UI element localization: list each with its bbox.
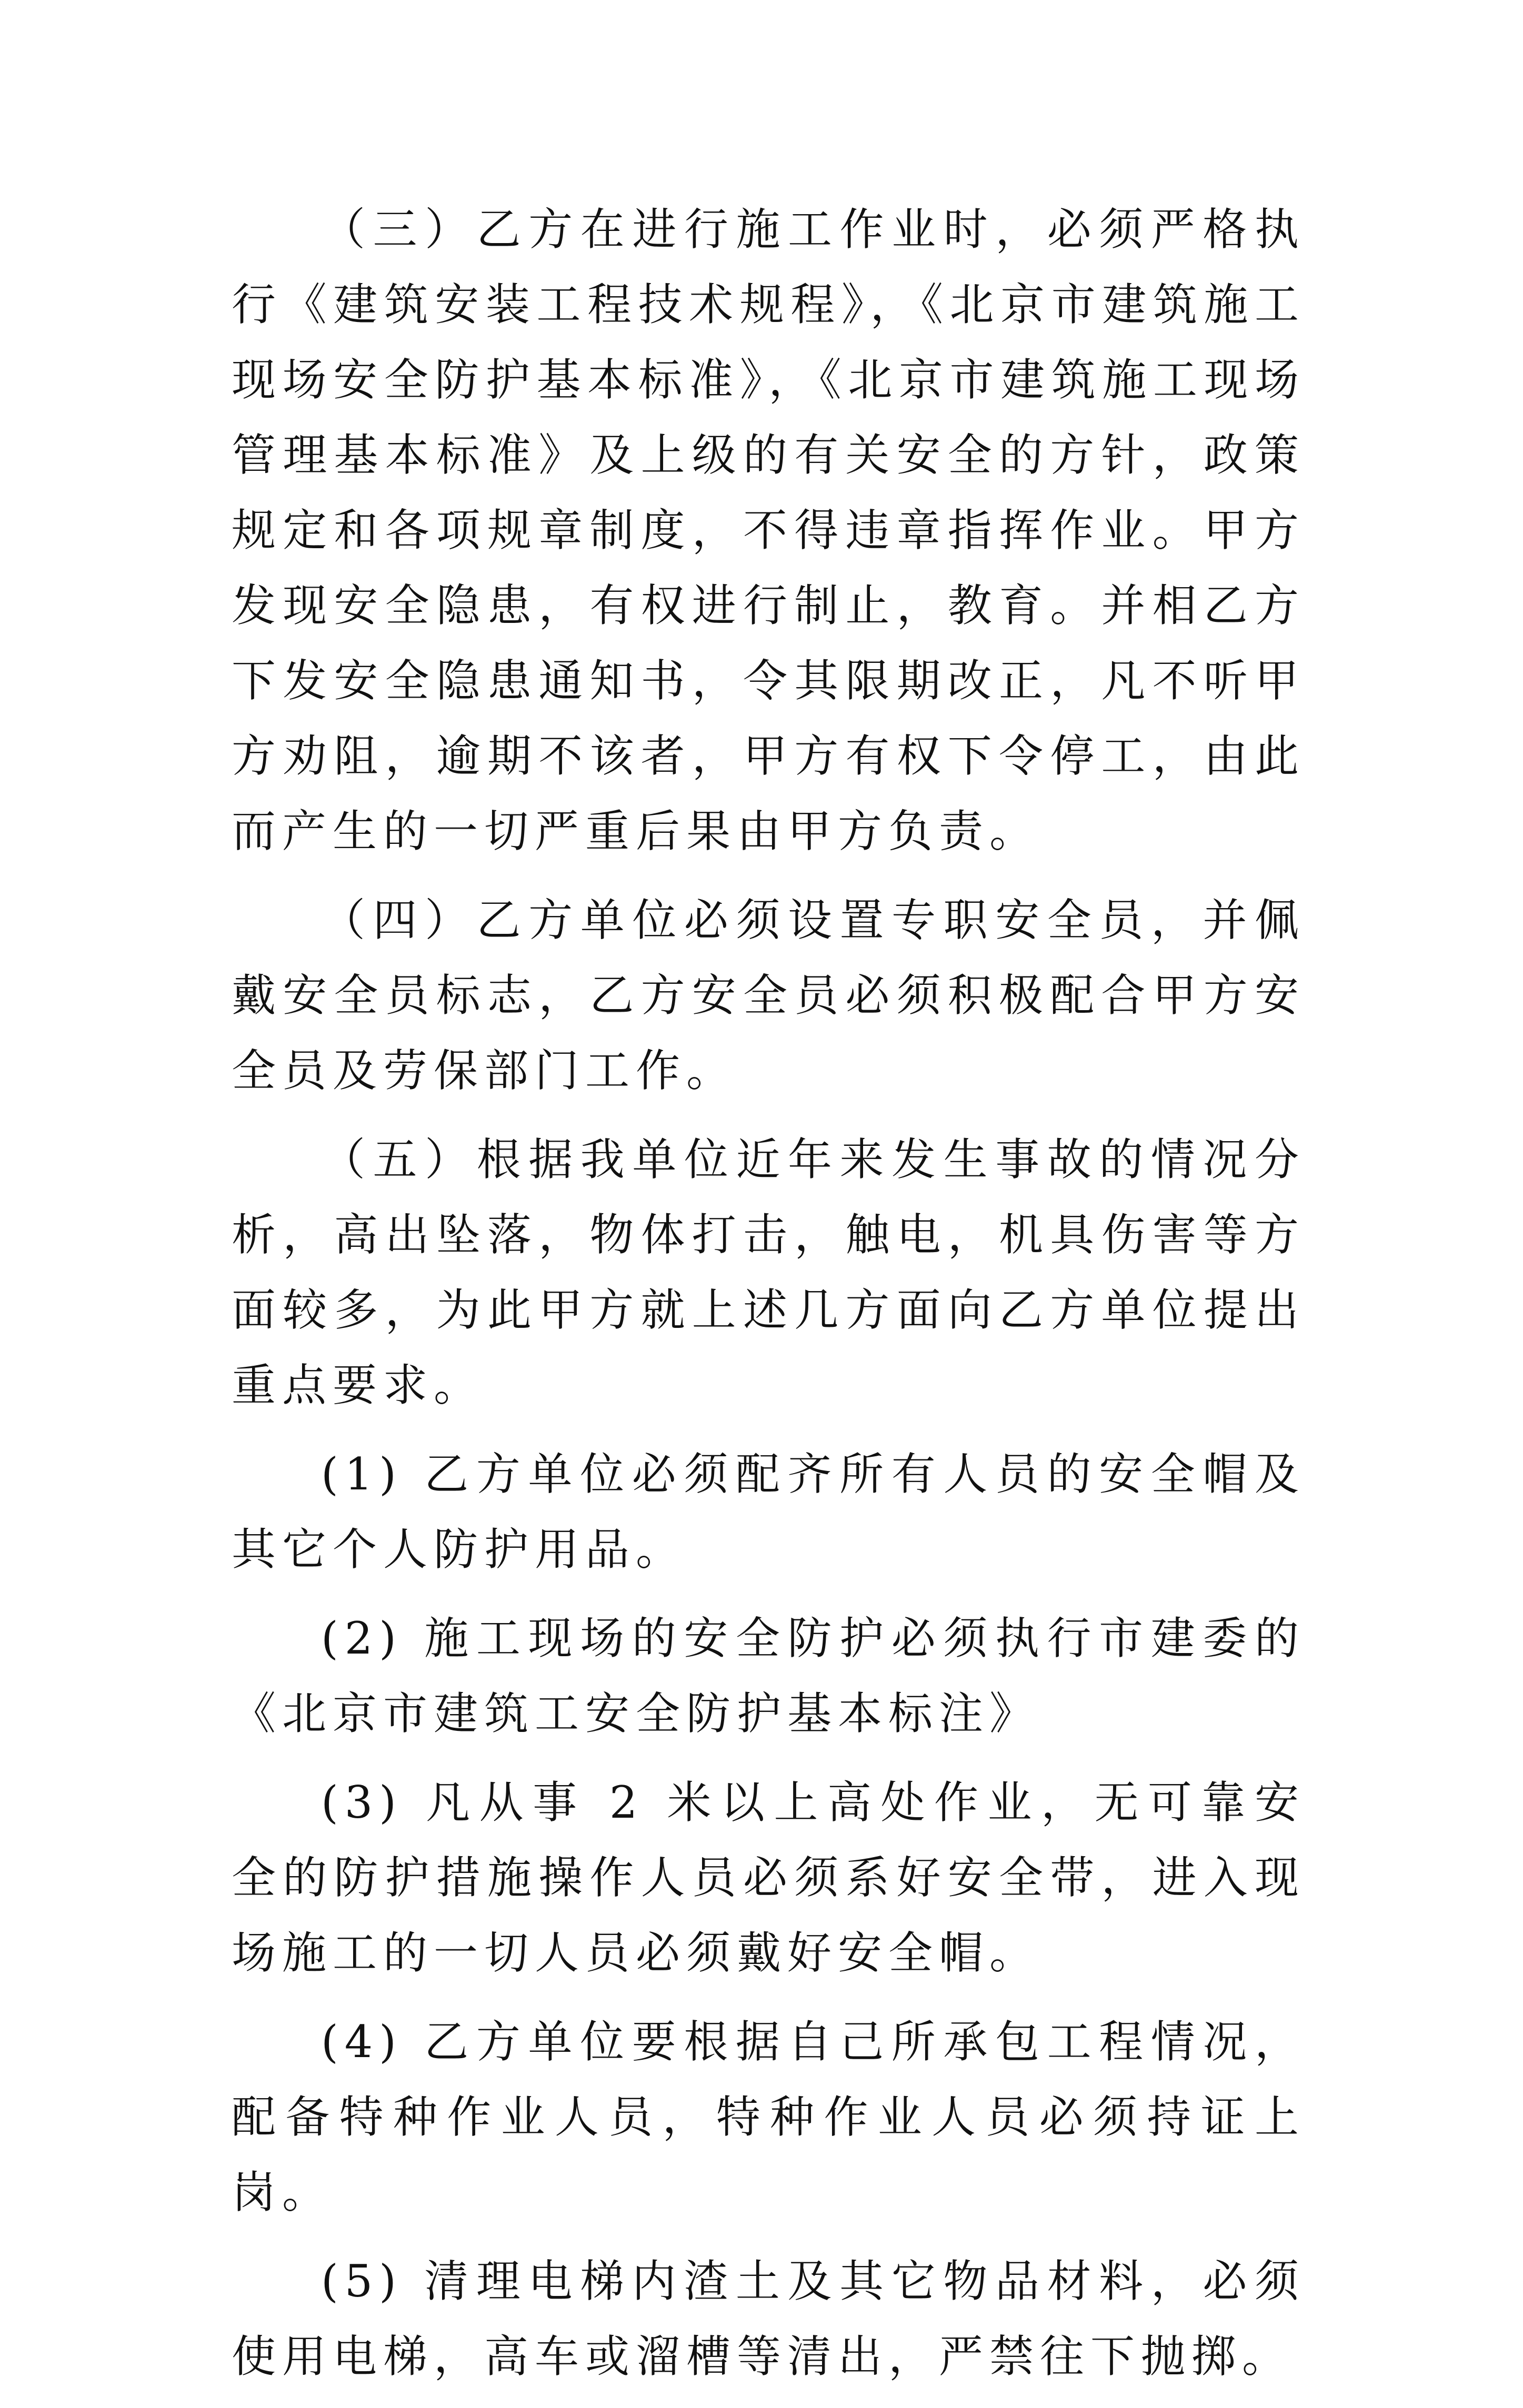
document-body (232, 192, 1305, 2408)
paragraph-clause-5: （五）根据我单位近年来发生事故的情况分析，高出坠落，物体打击，触电，机具伤害等方面较多，为此甲方就上述几方面向乙方单位提出重点要求。 (232, 1134, 1305, 1411)
paragraph-item-4: (4) 乙方单位要根据自己所承包工程情况，配备特种作业人员，特种作业人员必须持证上岗。 (232, 2016, 1305, 2218)
paragraph-item-1: (1) 乙方单位必须配齐所有人员的安全帽及其它个人防护用品。 (232, 1448, 1305, 1575)
paragraph-clause-4: （四）乙方单位必须设置专职安全员，并佩戴安全员标志，乙方安全员必须积极配合甲方安全员及劳保部门工作。 (232, 894, 1305, 1096)
paragraph-item-3: (3) 凡从事 2 米以上高处作业，无可靠安全的防护措施操作人员必须系好安全带，进入现场施工的一切人员必须戴好安全帽。 (232, 1777, 1305, 1979)
paragraph-item-2: (2) 施工现场的安全防护必须执行市建委的《北京市建筑工安全防护基本标注》 (232, 1613, 1305, 1739)
paragraph-item-5: (5) 清理电梯内渣土及其它物品材料，必须使用电梯，高车或溜槽等清出，严禁往下抛掷。 (232, 2255, 1305, 2382)
paragraph-clause-3: （三）乙方在进行施工作业时，必须严格执行《建筑安装工程技术规程》，《北京市建筑施工现场安全防护基本标准》，《北京市建筑施工现场管理基本标准》及上级的有关安全的方针，政策规定和各项规章制度，不得违章指挥作业。甲方发现安全隐患，有权进行制止，教育。并相乙方下发安全隐患通知书，令其限期改正，凡不听甲方劝阻，逾期不该者，甲方有权下令停工，由此而产生的一切严重后果由甲方负责。 (232, 204, 1305, 857)
